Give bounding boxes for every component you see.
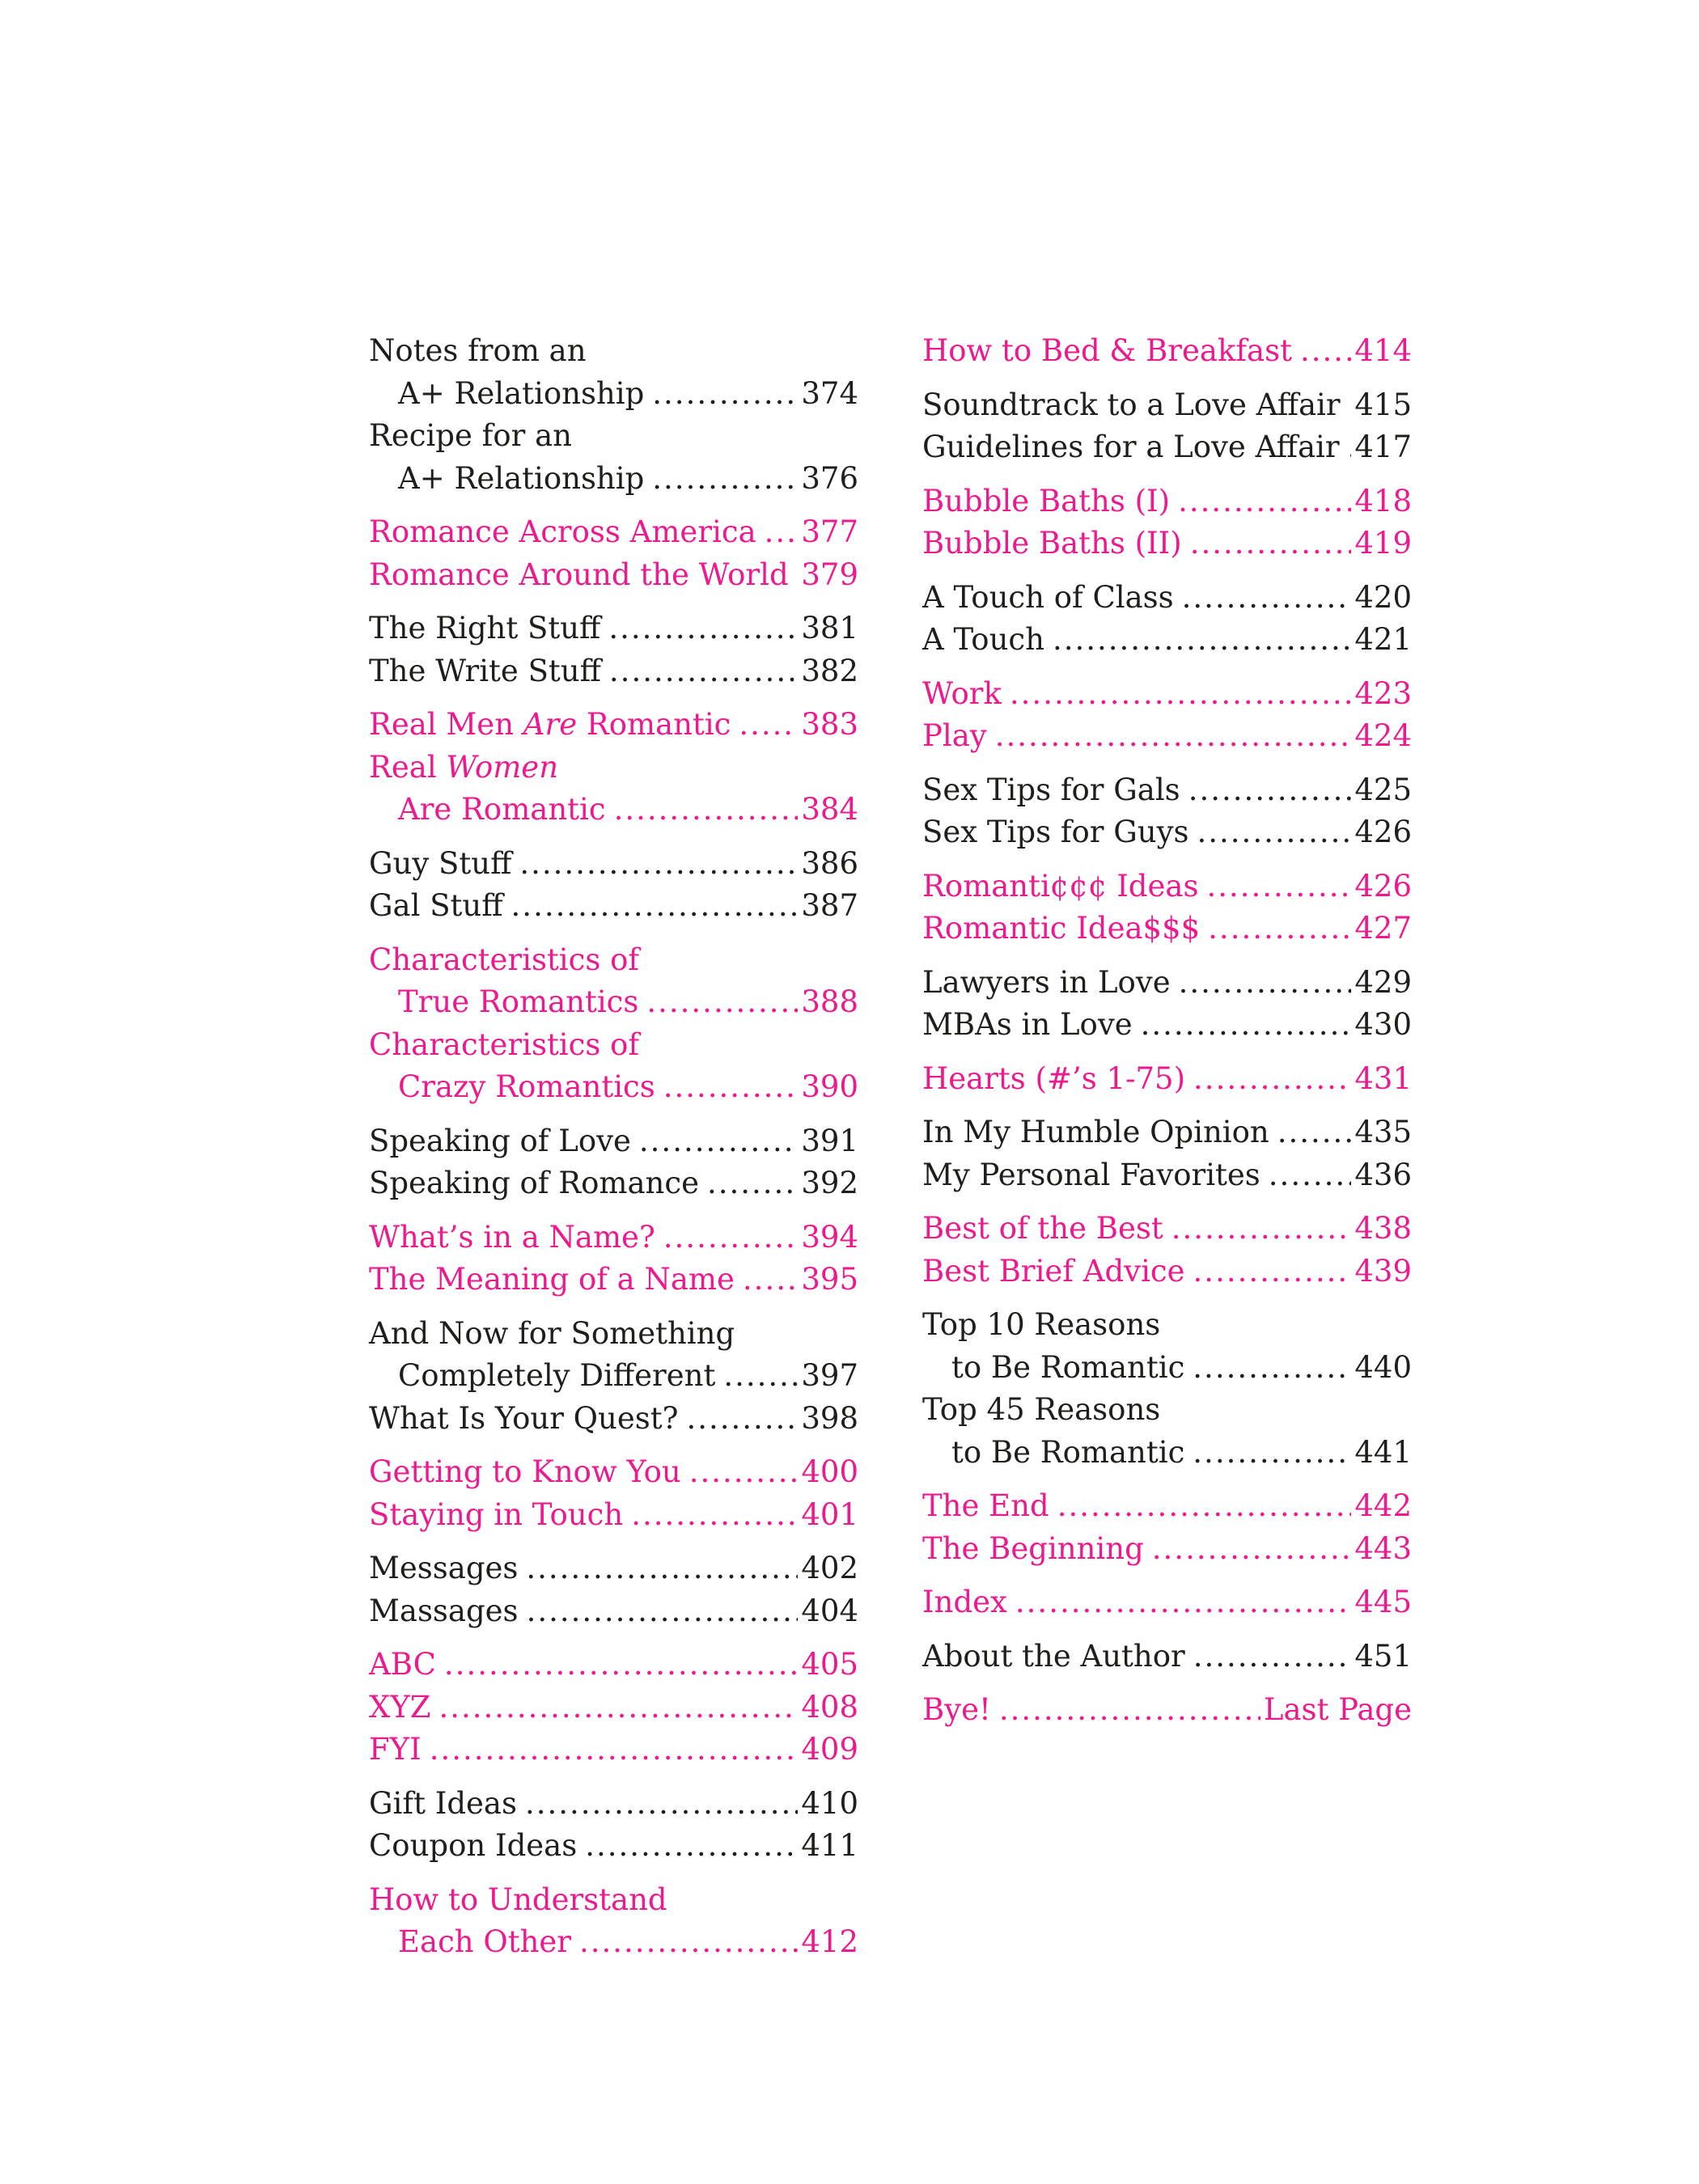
toc-entry-best-brief-advice[interactable] xyxy=(922,1251,1412,1293)
dot-leader xyxy=(511,885,799,928)
toc-entry-title: The End xyxy=(922,1488,1049,1523)
toc-entry-messages[interactable] xyxy=(369,1547,858,1590)
toc-entry-soundtrack-to-a-love-affair[interactable] xyxy=(922,384,1412,427)
toc-group xyxy=(369,1644,858,1771)
toc-page-number: 438 xyxy=(1354,1211,1412,1246)
toc-entry-title: What Is Your Quest? xyxy=(369,1400,679,1436)
toc-entry-a-touch[interactable] xyxy=(922,619,1412,662)
toc-entry-guy-stuff[interactable] xyxy=(369,843,858,886)
dot-leader xyxy=(1269,1154,1352,1197)
toc-entry-the-right-stuff[interactable] xyxy=(369,607,858,650)
toc-entry-staying-in-touch[interactable] xyxy=(369,1494,858,1537)
toc-group xyxy=(369,1783,858,1868)
toc-entry-title: Coupon Ideas xyxy=(369,1828,578,1863)
toc-entry-speaking-of-romance[interactable] xyxy=(369,1162,858,1205)
toc-group xyxy=(922,1636,1412,1678)
toc-entry-romance-around-the-world[interactable] xyxy=(369,554,858,597)
dot-leader xyxy=(444,1644,798,1687)
dot-leader xyxy=(525,1783,798,1826)
toc-entry-fyi[interactable] xyxy=(369,1729,858,1771)
toc-entry-title: Romantic Idea$$$ xyxy=(922,911,1201,946)
toc-group xyxy=(369,330,858,500)
toc-entry-speaking-of-love[interactable] xyxy=(369,1120,858,1163)
toc-page-number: 404 xyxy=(801,1593,858,1628)
toc-entry-title: Messages xyxy=(369,1551,519,1585)
dot-leader xyxy=(686,1398,798,1441)
toc-entry-lawyers-in-love[interactable] xyxy=(922,962,1412,1005)
dot-leader xyxy=(631,1494,798,1537)
toc-entry-title: Crazy Romantics xyxy=(398,1069,655,1104)
toc-page-number: 423 xyxy=(1354,675,1412,711)
toc-entry-title: Getting to Know You xyxy=(369,1454,681,1489)
toc-entry-title: FYI xyxy=(369,1732,422,1767)
toc-entry-title: Work xyxy=(922,675,1002,711)
toc-page-number: 390 xyxy=(801,1069,858,1104)
dot-leader xyxy=(646,981,798,1024)
dot-leader xyxy=(743,1259,798,1302)
dot-leader xyxy=(652,458,798,501)
dot-leader xyxy=(639,1120,798,1163)
dot-leader xyxy=(614,789,799,832)
toc-entry-best-of-the-best[interactable] xyxy=(922,1208,1412,1251)
toc-entry-title: Guy Stuff xyxy=(369,845,512,881)
dot-leader xyxy=(797,554,799,597)
toc-entry-title: Gift Ideas xyxy=(369,1785,517,1821)
toc-entry-title: Real Men Are Romantic xyxy=(369,707,731,742)
toc-entry-title: Speaking of Love xyxy=(369,1123,631,1158)
toc-entry-title: Top 45 Reasons xyxy=(922,1392,1161,1427)
toc-group xyxy=(922,1689,1412,1732)
toc-page-number: 420 xyxy=(1354,579,1412,615)
toc-page-number: 435 xyxy=(1354,1115,1412,1149)
dot-leader xyxy=(1193,1636,1352,1678)
dot-leader xyxy=(1348,426,1352,469)
toc-page-number: 377 xyxy=(801,514,858,549)
toc-entry-title: Soundtrack to a Love Affair xyxy=(922,387,1341,422)
toc-entry-title: Best Brief Advice xyxy=(922,1253,1185,1289)
dot-leader xyxy=(430,1729,799,1771)
toc-group xyxy=(369,1217,858,1302)
toc-entry-how-to-bed-breakfast[interactable] xyxy=(922,330,1412,373)
toc-entry-about-the-author[interactable] xyxy=(922,1636,1412,1678)
toc-right-column xyxy=(922,330,1412,1743)
toc-entry-title: Lawyers in Love xyxy=(922,964,1171,1000)
toc-entry-bye[interactable] xyxy=(922,1689,1412,1732)
dot-leader xyxy=(1193,1432,1351,1475)
toc-entry-title: Are Romantic xyxy=(398,792,606,827)
toc-group xyxy=(922,480,1412,565)
toc-group xyxy=(369,939,858,1109)
toc-entry-title: My Personal Favorites xyxy=(922,1157,1260,1192)
toc-entry-romanti-ideas[interactable] xyxy=(922,866,1412,908)
toc-entry-title: How to Bed & Breakfast xyxy=(922,333,1292,368)
dot-leader xyxy=(1208,908,1351,950)
toc-page-number: 415 xyxy=(1354,387,1412,422)
dot-leader xyxy=(439,1687,798,1729)
toc-group xyxy=(369,1547,858,1632)
dot-leader xyxy=(608,607,798,650)
toc-entry-top-10-reasons-to-be-romantic[interactable] xyxy=(922,1304,1412,1389)
toc-entry-bubble-baths-ii[interactable] xyxy=(922,523,1412,565)
toc-entry-top-45-reasons-to-be-romantic[interactable] xyxy=(922,1389,1412,1474)
toc-entry-sex-tips-for-gals[interactable] xyxy=(922,769,1412,812)
toc-entry-in-my-humble-opinion[interactable] xyxy=(922,1111,1412,1154)
dot-leader xyxy=(1193,1058,1351,1101)
toc-page-number: 401 xyxy=(801,1496,858,1532)
toc-page-number: 383 xyxy=(801,707,858,742)
toc-page-number: 426 xyxy=(1354,868,1412,904)
toc-page-number: 442 xyxy=(1354,1488,1412,1523)
toc-group xyxy=(922,1581,1412,1624)
toc-group xyxy=(369,704,858,832)
toc-group xyxy=(369,843,858,928)
toc-entry-gal-stuff[interactable] xyxy=(369,885,858,928)
toc-page-number: 451 xyxy=(1354,1638,1412,1674)
toc-group xyxy=(922,330,1412,373)
toc-entry-title: A+ Relationship xyxy=(398,375,645,411)
toc-page-number: 392 xyxy=(801,1166,858,1200)
dot-leader xyxy=(609,650,798,693)
dot-leader xyxy=(739,704,798,747)
toc-entry-how-to-understand-each-other[interactable] xyxy=(369,1879,858,1964)
toc-page-number: 421 xyxy=(1354,622,1412,657)
toc-entry-title: Sex Tips for Gals xyxy=(922,772,1180,807)
toc-entry-characteristics-of-crazy-romantics[interactable] xyxy=(369,1024,858,1109)
toc-entry-title: A Touch xyxy=(922,622,1044,657)
toc-group xyxy=(922,577,1412,662)
toc-entry-title: Recipe for an xyxy=(369,418,572,453)
toc-entry-title: Top 10 Reasons xyxy=(922,1307,1161,1342)
toc-page-number: 414 xyxy=(1354,333,1412,368)
toc-entry-title: Bubble Baths (II) xyxy=(922,526,1182,561)
toc-page-number: 440 xyxy=(1354,1349,1412,1385)
dot-leader xyxy=(652,373,798,416)
dot-leader xyxy=(1141,1004,1352,1047)
dot-leader xyxy=(1015,1581,1351,1624)
toc-entry-title: Index xyxy=(922,1585,1007,1619)
toc-page-number: 386 xyxy=(801,845,858,881)
toc-entry-xyz[interactable] xyxy=(369,1687,858,1729)
toc-entry-hearts-s-1-75[interactable] xyxy=(922,1058,1412,1101)
toc-page-number: 408 xyxy=(801,1689,858,1725)
toc-entry-title: to Be Romantic xyxy=(951,1434,1185,1470)
toc-page-number: 388 xyxy=(801,984,858,1019)
toc-entry-title: Notes from an xyxy=(369,333,587,368)
toc-entry-the-write-stuff[interactable] xyxy=(369,650,858,693)
toc-entry-the-end[interactable] xyxy=(922,1485,1412,1528)
toc-entry-my-personal-favorites[interactable] xyxy=(922,1154,1412,1197)
toc-entry-massages[interactable] xyxy=(369,1590,858,1633)
toc-page-number: 429 xyxy=(1354,964,1412,1000)
toc-page-number: 374 xyxy=(801,375,858,411)
toc-page-number: 411 xyxy=(801,1828,858,1863)
toc-entry-title: How to Understand xyxy=(369,1881,667,1917)
toc-group xyxy=(922,1111,1412,1196)
dot-leader xyxy=(519,843,798,886)
toc-entry-getting-to-know-you[interactable] xyxy=(369,1451,858,1494)
toc-page-number: 436 xyxy=(1354,1157,1412,1192)
toc-page-number: 395 xyxy=(801,1262,858,1297)
toc-entry-what-s-in-a-name[interactable] xyxy=(369,1217,858,1259)
toc-entry-work[interactable] xyxy=(922,673,1412,716)
toc-entry-title: A+ Relationship xyxy=(398,460,645,496)
toc-entry-real-women-are-romantic[interactable] xyxy=(369,747,858,832)
toc-page-number: 417 xyxy=(1354,430,1412,464)
toc-entry-title: Romance Across America xyxy=(369,514,756,549)
toc-entry-notes-from-an-a-relationship[interactable] xyxy=(369,330,858,415)
dot-leader xyxy=(689,1451,799,1494)
toc-page-number: 410 xyxy=(801,1785,858,1821)
toc-group xyxy=(369,1879,858,1964)
toc-entry-title: Bye! xyxy=(922,1692,991,1727)
toc-group xyxy=(369,511,858,596)
toc-group xyxy=(922,866,1412,950)
toc-entry-title: Romanti¢¢¢ Ideas xyxy=(922,868,1199,904)
dot-leader xyxy=(707,1162,798,1205)
toc-group xyxy=(922,1208,1412,1293)
dot-leader xyxy=(765,511,799,554)
toc-entry-recipe-for-an-a-relationship[interactable] xyxy=(369,415,858,500)
toc-entry-characteristics-of-true-romantics[interactable] xyxy=(369,939,858,1024)
dot-leader xyxy=(663,1066,799,1109)
toc-page-number: 409 xyxy=(801,1732,858,1767)
toc-page-number: 445 xyxy=(1354,1585,1412,1619)
toc-entry-play[interactable] xyxy=(922,715,1412,758)
toc-entry-what-is-your-quest[interactable] xyxy=(369,1398,858,1441)
toc-entry-the-meaning-of-a-name[interactable] xyxy=(369,1259,858,1302)
toc-entry-the-beginning[interactable] xyxy=(922,1528,1412,1571)
dot-leader xyxy=(1057,1485,1352,1528)
toc-entry-title: Completely Different xyxy=(398,1358,716,1393)
toc-entry-abc[interactable] xyxy=(369,1644,858,1687)
toc-page-number: 443 xyxy=(1354,1530,1412,1566)
toc-group xyxy=(922,1058,1412,1101)
dot-leader xyxy=(1277,1111,1352,1154)
toc-entry-a-touch-of-class[interactable] xyxy=(922,577,1412,620)
toc-entry-title: The Meaning of a Name xyxy=(369,1262,735,1297)
toc-entry-title: A Touch of Class xyxy=(922,579,1174,615)
toc-entry-coupon-ideas[interactable] xyxy=(369,1825,858,1868)
toc-group xyxy=(922,1304,1412,1474)
dot-leader xyxy=(663,1217,799,1259)
toc-entry-title: Real Women xyxy=(369,749,559,785)
toc-page-number: 431 xyxy=(1354,1060,1412,1096)
toc-group xyxy=(922,962,1412,1047)
dot-leader xyxy=(527,1590,799,1633)
toc-page-number: 412 xyxy=(801,1924,858,1959)
toc-entry-title: Massages xyxy=(369,1593,519,1628)
toc-entry-title: In My Humble Opinion xyxy=(922,1115,1269,1149)
toc-entry-title: MBAs in Love xyxy=(922,1007,1133,1042)
toc-entry-title: Best of the Best xyxy=(922,1211,1163,1246)
dot-leader xyxy=(723,1355,798,1398)
dot-leader xyxy=(1206,866,1351,908)
toc-page-number: 419 xyxy=(1354,526,1412,561)
dot-leader xyxy=(1152,1528,1352,1571)
toc-page-number: 418 xyxy=(1354,483,1412,518)
dot-leader xyxy=(1010,673,1351,716)
toc-entry-real-men-are-romantic[interactable] xyxy=(369,704,858,747)
toc-entry-guidelines-for-a-love-affair[interactable] xyxy=(922,426,1412,469)
toc-entry-title: About the Author xyxy=(922,1638,1185,1674)
dot-leader xyxy=(1190,523,1352,565)
toc-entry-title: Guidelines for a Love Affair xyxy=(922,430,1340,464)
toc-page-number: 387 xyxy=(801,888,858,923)
toc-page-number: 398 xyxy=(801,1400,858,1436)
toc-group xyxy=(369,1313,858,1441)
dot-leader xyxy=(995,715,1352,758)
dot-leader xyxy=(526,1547,798,1590)
dot-leader xyxy=(1053,619,1351,662)
dot-leader xyxy=(1179,962,1352,1005)
toc-entry-bubble-baths-i[interactable] xyxy=(922,480,1412,523)
toc-group xyxy=(369,607,858,692)
dot-leader xyxy=(1188,769,1352,812)
toc-page-number: 382 xyxy=(801,653,858,688)
toc-page-number: 376 xyxy=(801,460,858,496)
toc-entry-gift-ideas[interactable] xyxy=(369,1783,858,1826)
toc-group xyxy=(922,673,1412,758)
toc-entry-title: The Write Stuff xyxy=(369,653,601,688)
toc-entry-title: XYZ xyxy=(369,1689,431,1725)
toc-entry-title: Characteristics of xyxy=(369,1026,640,1062)
toc-page-number: 397 xyxy=(801,1358,858,1393)
toc-page-number: 441 xyxy=(1354,1434,1412,1470)
toc-entry-index[interactable] xyxy=(922,1581,1412,1624)
toc-group xyxy=(369,1120,858,1205)
dot-leader xyxy=(1193,1347,1351,1390)
dot-leader xyxy=(999,1689,1260,1732)
toc-group xyxy=(922,384,1412,469)
toc-page-number: 381 xyxy=(801,611,858,645)
toc-entry-sex-tips-for-guys[interactable] xyxy=(922,811,1412,854)
dot-leader xyxy=(1193,1251,1352,1293)
toc-page-number: 405 xyxy=(801,1647,858,1682)
toc-left-column xyxy=(369,330,858,1975)
toc-entry-title: Romance Around the World xyxy=(369,557,789,592)
toc-entry-title: Play xyxy=(922,718,987,753)
toc-entry-title: Speaking of Romance xyxy=(369,1166,699,1200)
dot-leader xyxy=(1182,577,1352,620)
toc-page-number: 391 xyxy=(801,1123,858,1158)
toc-entry-title: What’s in a Name? xyxy=(369,1219,655,1255)
toc-entry-title: The Beginning xyxy=(922,1530,1144,1566)
toc-entry-title: The Right Stuff xyxy=(369,611,601,645)
toc-page-number: 425 xyxy=(1354,772,1412,807)
toc-entry-title: True Romantics xyxy=(398,984,639,1019)
toc-group xyxy=(922,769,1412,854)
toc-page-number: 379 xyxy=(801,557,858,592)
toc-page-number: 394 xyxy=(801,1219,858,1255)
toc-entry-title: Sex Tips for Guys xyxy=(922,815,1189,849)
dot-leader xyxy=(585,1825,798,1868)
toc-group xyxy=(922,1485,1412,1570)
toc-entry-romantic-idea[interactable] xyxy=(922,908,1412,950)
toc-page-number: 430 xyxy=(1354,1007,1412,1042)
toc-page-number: 427 xyxy=(1354,911,1412,946)
dot-leader xyxy=(1300,330,1351,373)
toc-page-number: 439 xyxy=(1354,1253,1412,1289)
toc-entry-title: Each Other xyxy=(398,1924,571,1959)
toc-page-number: 402 xyxy=(801,1551,858,1585)
dot-leader xyxy=(1172,1208,1352,1251)
toc-page-number: 424 xyxy=(1354,718,1412,753)
toc-group xyxy=(369,1451,858,1536)
toc-entry-title: Staying in Touch xyxy=(369,1496,624,1532)
toc-page-number: 426 xyxy=(1354,815,1412,849)
toc-entry-title: Hearts (#’s 1-75) xyxy=(922,1060,1186,1096)
toc-page-number: Last Page xyxy=(1263,1692,1412,1727)
dot-leader xyxy=(1197,811,1352,854)
toc-entry-title: Characteristics of xyxy=(369,942,640,977)
dot-leader xyxy=(579,1921,798,1964)
toc-entry-title: ABC xyxy=(369,1647,436,1682)
dot-leader xyxy=(1349,384,1352,427)
toc-entry-and-now-for-something-completely-different[interactable] xyxy=(369,1313,858,1398)
toc-page-number: 384 xyxy=(801,792,858,827)
dot-leader xyxy=(1178,480,1351,523)
toc-entry-title: to Be Romantic xyxy=(951,1349,1185,1385)
toc-entry-mbas-in-love[interactable] xyxy=(922,1004,1412,1047)
toc-page-number: 400 xyxy=(801,1454,858,1489)
toc-entry-title: Bubble Baths (I) xyxy=(922,483,1171,518)
toc-entry-title: Gal Stuff xyxy=(369,888,503,923)
toc-entry-romance-across-america[interactable] xyxy=(369,511,858,554)
toc-entry-title: And Now for Something xyxy=(369,1315,735,1351)
